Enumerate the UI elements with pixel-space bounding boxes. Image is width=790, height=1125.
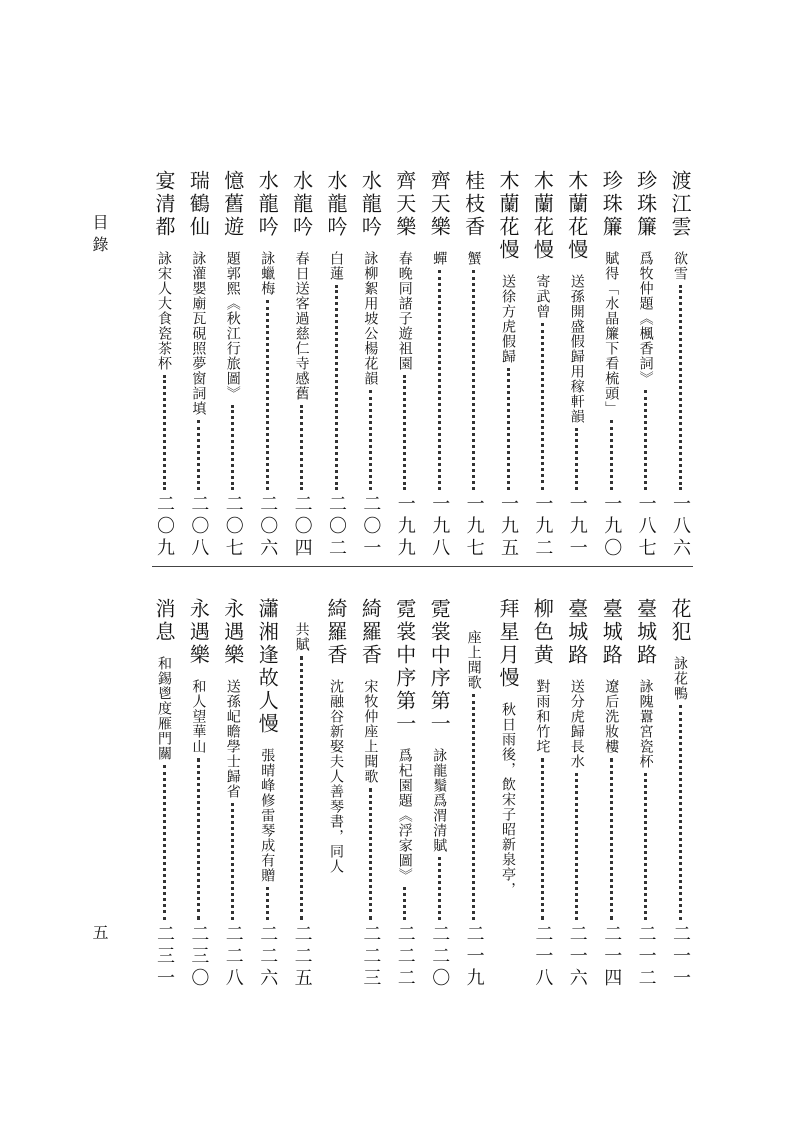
toc-entry — [664, 598, 696, 990]
entry-title: 永遇樂 — [186, 598, 211, 667]
entry-subtitle: 欲雪 — [672, 251, 688, 281]
leader-dots — [369, 390, 372, 490]
entry-page: 二一六 — [566, 924, 588, 990]
toc-upper-half — [148, 170, 696, 560]
entry-title: 宴清都 — [152, 170, 176, 239]
entry-subtitle: 座上聞歌 — [465, 630, 482, 690]
entry-subtitle: 宋牧仲座上聞歌 — [362, 679, 379, 784]
entry-page: 二三一 — [154, 924, 175, 990]
entry-title: 柳色黄 — [530, 598, 555, 667]
entry-title: 綺羅香 — [324, 598, 348, 667]
toc-entry — [526, 170, 558, 560]
toc-entry — [561, 598, 593, 990]
toc-entry — [148, 170, 180, 560]
entry-subtitle: 爲牧仲題《楓香詞》 — [637, 251, 654, 386]
entry-title: 霓裳中序第一 — [427, 598, 452, 736]
entry-page: 二〇七 — [222, 494, 244, 560]
entry-page: 二二八 — [222, 924, 244, 990]
entry-title: 消息 — [152, 598, 176, 644]
toc-entry — [458, 170, 490, 560]
entry-subtitle: 張晴峰修雷琴成有贈 — [259, 748, 276, 883]
toc-entry — [286, 170, 318, 560]
leader-dots — [403, 375, 406, 490]
toc-entry — [389, 598, 421, 990]
toc-entry — [561, 170, 593, 560]
entry-subtitle: 詠蠟梅 — [259, 251, 276, 296]
toc-entry — [354, 170, 386, 560]
entry-page: 二二六 — [257, 924, 279, 990]
leader-dots — [163, 375, 166, 490]
entry-page: 一九二 — [532, 494, 554, 560]
entry-page: 二一九 — [463, 924, 485, 990]
entry-subtitle: 寄武曾 — [534, 274, 551, 319]
entry-page: 二一二 — [635, 924, 657, 990]
leader-dots — [610, 758, 613, 920]
leader-dots — [231, 803, 234, 920]
entry-title: 水龍吟 — [358, 170, 383, 239]
toc-entry — [251, 170, 283, 560]
entry-subtitle: 詠龍鬚爲渭清賦 — [431, 748, 448, 853]
entry-title: 綺羅香 — [358, 598, 383, 667]
entry-subtitle: 秋日雨後，飲宋子昭新泉亭， — [500, 702, 516, 897]
entry-page: 二一四 — [601, 924, 623, 990]
page-folio-number: 五 — [90, 924, 109, 940]
leader-dots — [335, 285, 338, 490]
leader-dots — [575, 773, 578, 920]
toc-entry — [595, 598, 627, 990]
entry-page: 二一一 — [670, 924, 691, 990]
entry-subtitle: 共賦 — [293, 622, 310, 652]
table-of-contents-label: 目錄 — [90, 214, 109, 258]
entry-subtitle: 春日送客過慈仁寺感舊 — [293, 251, 310, 401]
toc-entry — [320, 170, 352, 560]
leader-dots — [472, 694, 475, 920]
toc-entry — [630, 598, 662, 990]
entry-page: 一九九 — [394, 494, 416, 560]
toc-entry — [526, 598, 558, 990]
entry-title: 臺城路 — [564, 598, 589, 667]
entry-title: 霓裳中序第一 — [392, 598, 417, 736]
entry-subtitle: 送徐方虎假歸 — [500, 274, 516, 364]
toc-entry — [664, 170, 696, 560]
toc-entry — [492, 598, 524, 990]
entry-subtitle: 詠柳絮用坡公楊花韻 — [362, 251, 379, 386]
entry-page: 二一八 — [532, 924, 554, 990]
entry-page: 二〇四 — [291, 494, 313, 560]
entry-title: 憶舊遊 — [220, 170, 245, 239]
toc-entry — [492, 170, 524, 560]
entry-subtitle: 賦得「水晶簾下看梳頭」 — [603, 251, 620, 416]
leader-dots — [575, 428, 578, 490]
leader-dots — [231, 405, 234, 490]
entry-subtitle: 爲杞園題《浮家圖》 — [396, 748, 413, 883]
leader-dots — [438, 270, 441, 490]
entry-subtitle: 詠隗囂宮瓷杯 — [637, 679, 654, 769]
entry-title: 齊天樂 — [392, 170, 417, 239]
leader-dots — [679, 705, 682, 920]
entry-page: 一八六 — [670, 494, 691, 560]
entry-title: 水龍吟 — [324, 170, 348, 239]
toc-entry — [423, 170, 455, 560]
leader-dots — [438, 857, 441, 920]
entry-subtitle: 詠宋人大食瓷茶杯 — [156, 251, 172, 371]
entry-title: 永遇樂 — [220, 598, 245, 667]
leader-dots — [644, 773, 647, 920]
entry-subtitle: 詠灌嬰廟瓦硯照夢窗詞填 — [190, 251, 207, 416]
toc-entry — [630, 170, 662, 560]
entry-subtitle: 送分虎歸長水 — [568, 679, 585, 769]
entry-title: 木蘭花慢 — [564, 170, 589, 262]
leader-dots — [197, 758, 200, 920]
toc-entry — [251, 598, 283, 990]
toc-lower-half — [148, 598, 696, 990]
toc-entry — [217, 170, 249, 560]
entry-subtitle: 春晚同諸子遊祖園 — [396, 251, 413, 371]
entry-title: 木蘭花慢 — [530, 170, 555, 262]
entry-page: 一九八 — [429, 494, 451, 560]
toc-entry — [320, 598, 352, 990]
entry-page: 二〇九 — [154, 494, 175, 560]
entry-title: 齊天樂 — [427, 170, 452, 239]
entry-page: 二〇八 — [188, 494, 210, 560]
leader-dots — [472, 270, 475, 490]
entry-page: 二三〇 — [188, 924, 210, 990]
entry-title: 珍珠簾 — [633, 170, 658, 239]
entry-page: 一九五 — [498, 494, 519, 560]
entry-page: 二〇二 — [326, 494, 347, 560]
entry-page: 一九七 — [463, 494, 485, 560]
leader-dots — [266, 300, 269, 490]
entry-page: 一八七 — [635, 494, 657, 560]
entry-title: 珍珠簾 — [599, 170, 624, 239]
leader-dots — [300, 656, 303, 920]
entry-page: 二二三 — [360, 924, 382, 990]
entry-subtitle: 蟹 — [465, 251, 482, 266]
entry-subtitle: 遼后洗妝樓 — [603, 679, 620, 754]
entry-title: 水龍吟 — [255, 170, 280, 239]
toc-entry — [148, 598, 180, 990]
entry-subtitle: 對雨和竹垞 — [534, 679, 551, 754]
entry-subtitle: 和人望華山 — [190, 679, 207, 754]
section-divider — [152, 566, 693, 567]
leader-dots — [644, 390, 647, 490]
toc-entry — [595, 170, 627, 560]
entry-subtitle: 白蓮 — [328, 251, 344, 281]
entry-title: 瑞鶴仙 — [186, 170, 211, 239]
entry-page: 一九一 — [566, 494, 588, 560]
toc-entry — [182, 598, 214, 990]
entry-title: 桂枝香 — [461, 170, 486, 239]
entry-subtitle: 題郭熙《秋江行旅圖》 — [224, 251, 241, 401]
toc-entry — [182, 170, 214, 560]
entry-title: 拜星月慢 — [496, 598, 520, 690]
entry-subtitle: 送孫開盛假歸用稼軒韻 — [568, 274, 585, 424]
entry-subtitle: 送孫屺瞻學士歸省 — [224, 679, 241, 799]
toc-entry-continuation — [286, 598, 318, 990]
leader-dots — [300, 405, 303, 490]
entry-subtitle: 詠花鴨 — [672, 656, 688, 701]
entry-page: 一九〇 — [601, 494, 623, 560]
entry-page: 二二二 — [394, 924, 416, 990]
toc-entry — [354, 598, 386, 990]
entry-title: 瀟湘逢故人慢 — [255, 598, 280, 736]
leader-dots — [369, 788, 372, 920]
entry-title: 臺城路 — [599, 598, 624, 667]
entry-title: 臺城路 — [633, 598, 658, 667]
entry-title: 花犯 — [668, 598, 692, 644]
toc-entry — [389, 170, 421, 560]
leader-dots — [541, 758, 544, 920]
entry-title: 渡江雲 — [668, 170, 692, 239]
leader-dots — [507, 368, 510, 490]
entry-title: 水龍吟 — [289, 170, 314, 239]
entry-page: 二〇六 — [257, 494, 279, 560]
entry-subtitle: 沈融谷新娶夫人善琴書，同人 — [328, 679, 344, 874]
entry-subtitle: 蟬 — [431, 251, 448, 266]
entry-subtitle: 和錫鬯度雁門關 — [156, 656, 172, 761]
entry-title: 木蘭花慢 — [496, 170, 520, 262]
entry-page: 二〇一 — [360, 494, 382, 560]
leader-dots — [541, 323, 544, 490]
leader-dots — [266, 887, 269, 920]
toc-entry-continuation — [458, 598, 490, 990]
leader-dots — [163, 765, 166, 920]
toc-entry — [217, 598, 249, 990]
entry-page: 二二〇 — [429, 924, 451, 990]
entry-page: 二二五 — [291, 924, 313, 990]
leader-dots — [403, 887, 406, 920]
leader-dots — [679, 285, 682, 490]
leader-dots — [610, 420, 613, 490]
leader-dots — [197, 420, 200, 490]
toc-entry — [423, 598, 455, 990]
